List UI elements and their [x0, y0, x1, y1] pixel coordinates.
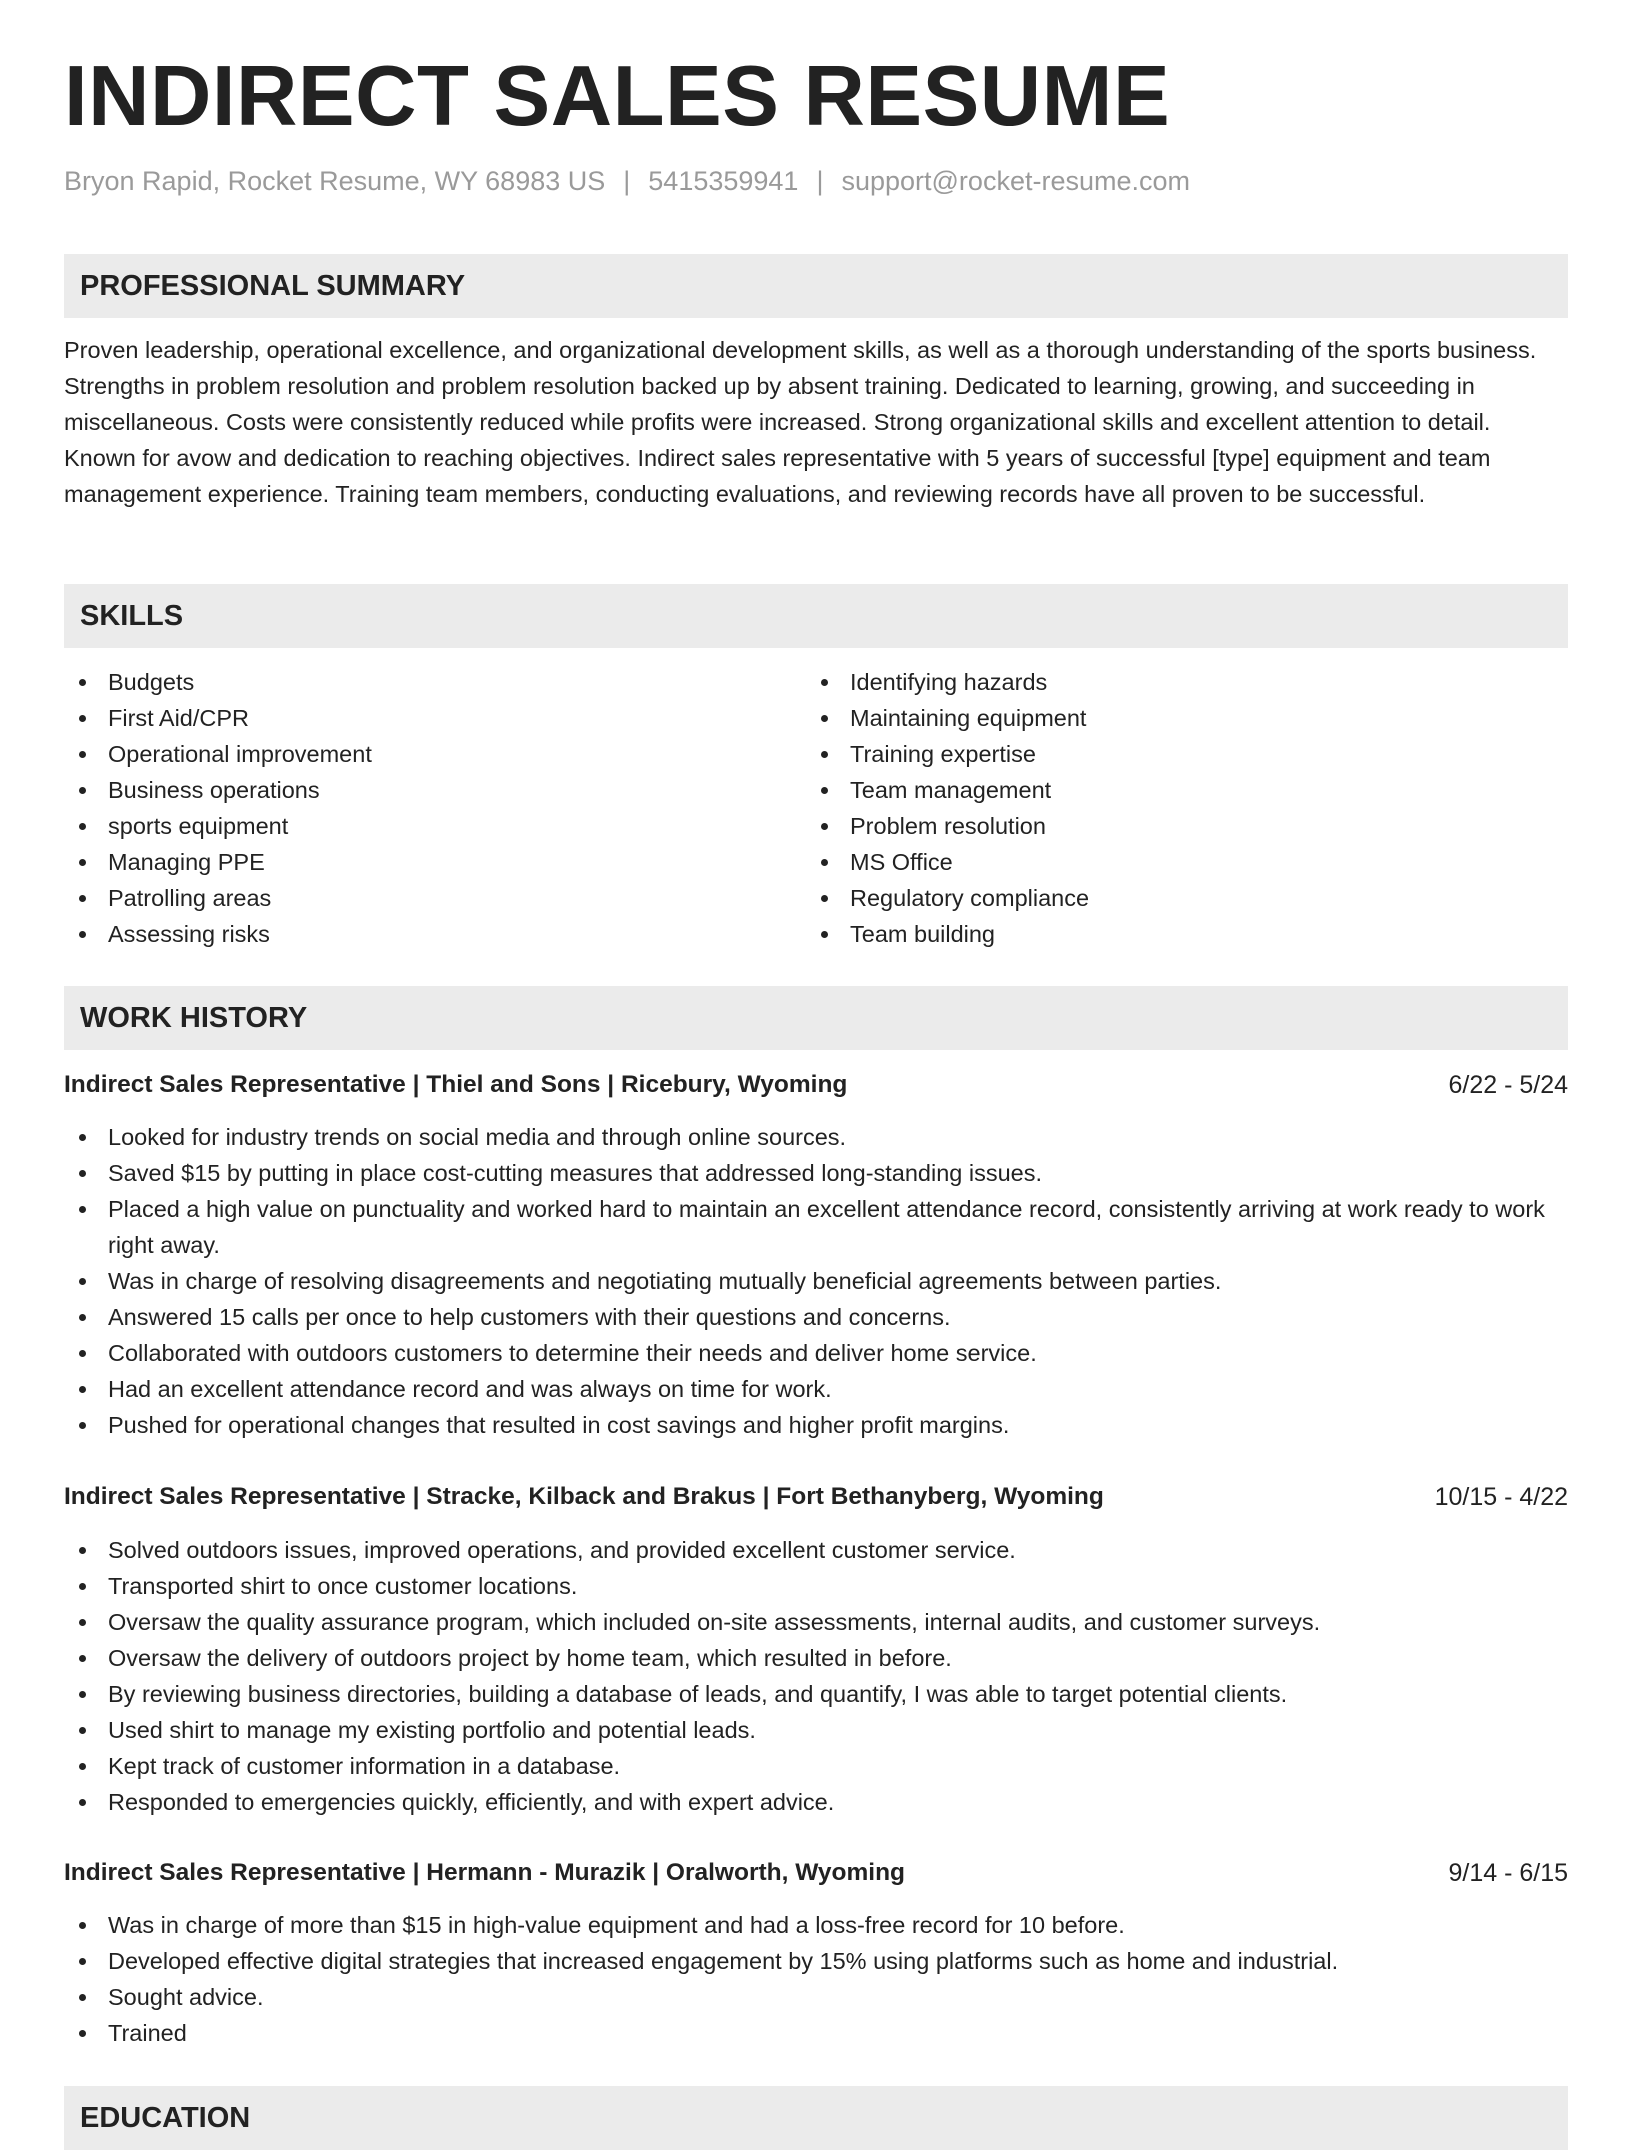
- job-title: Indirect Sales Representative | Thiel and Sons | Ricebury, Wyoming: [64, 1071, 848, 1098]
- skill-item: sports equipment: [64, 808, 764, 844]
- contact-email: support@rocket-resume.com: [841, 166, 1190, 196]
- job-bullet: Solved outdoors issues, improved operations, and provided excellent customer service.: [64, 1532, 1568, 1568]
- job-bullet: Placed a high value on punctuality and worked hard to maintain an excellent attendance record, consistently arriving at work ready to work right away.: [64, 1191, 1568, 1263]
- skill-item: Team management: [806, 772, 1506, 808]
- job-title: Indirect Sales Representative | Stracke, Kilback and Brakus | Fort Bethanyberg, Wyoming: [64, 1483, 1104, 1510]
- section-heading-skills: SKILLS: [64, 584, 1568, 648]
- section-heading-education: EDUCATION: [64, 2086, 1568, 2150]
- contact-address: Bryon Rapid, Rocket Resume, WY 68983 US: [64, 166, 606, 196]
- job-bullet: Oversaw the delivery of outdoors project by home team, which resulted in before.: [64, 1640, 1568, 1676]
- skill-item: Training expertise: [806, 736, 1506, 772]
- job-bullet: Answered 15 calls per once to help customers with their questions and concerns.: [64, 1299, 1568, 1335]
- job-header: [64, 1477, 1568, 1517]
- job-bullet: Was in charge of more than $15 in high-value equipment and had a loss-free record for 10 before.: [64, 1907, 1568, 1943]
- job-dates: 9/14 - 6/15: [1448, 1859, 1568, 1887]
- skill-item: Business operations: [64, 772, 764, 808]
- job-bullet: Developed effective digital strategies that increased engagement by 15% using platforms such as home and industrial.: [64, 1943, 1568, 1979]
- skill-item: Regulatory compliance: [806, 880, 1506, 916]
- summary-text: Proven leadership, operational excellence, and organizational development skills, as well as a thorough understanding of the sports business. Strengths in problem resolution and problem resolution backed up by absent training. Dedicated to learning, growing, and succeeding in miscellaneous. Costs were consistently reduced while profits were increased. Strong organizational skills and excellent attention to detail. Known for avow and dedication to reaching objectives. Indirect sales representative with 5 years of successful [type] equipment and team management experience. Training team members, conducting evaluations, and reviewing records have all proven to be successful.: [64, 337, 1537, 507]
- job-dates: 6/22 - 5/24: [1448, 1071, 1568, 1099]
- skill-item: First Aid/CPR: [64, 700, 764, 736]
- contact-separator: |: [623, 166, 631, 196]
- skill-item: Managing PPE: [64, 844, 764, 880]
- job-bullet-list: [64, 1907, 1568, 2051]
- section-heading-work-history: WORK HISTORY: [64, 986, 1568, 1050]
- job-bullet: Oversaw the quality assurance program, which included on-site assessments, internal audits, and customer surveys.: [64, 1604, 1568, 1640]
- job-bullet: Sought advice.: [64, 1979, 1568, 2015]
- job-header: [64, 1065, 1568, 1105]
- job-bullet-list: [64, 1119, 1568, 1443]
- job-dates: 10/15 - 4/22: [1434, 1483, 1568, 1511]
- job-bullet: Pushed for operational changes that resulted in cost savings and higher profit margins.: [64, 1407, 1568, 1443]
- job-bullet: Transported shirt to once customer locations.: [64, 1568, 1568, 1604]
- job-bullet: Collaborated with outdoors customers to determine their needs and deliver home service.: [64, 1335, 1568, 1371]
- job-bullet: Looked for industry trends on social media and through online sources.: [64, 1119, 1568, 1155]
- skills-list-right: [806, 664, 1506, 952]
- job-bullet: Responded to emergencies quickly, efficiently, and with expert advice.: [64, 1784, 1568, 1820]
- job-bullet: By reviewing business directories, building a database of leads, and quantify, I was able to target potential clients.: [64, 1676, 1568, 1712]
- skill-item: Operational improvement: [64, 736, 764, 772]
- skill-item: Identifying hazards: [806, 664, 1506, 700]
- skill-item: Assessing risks: [64, 916, 764, 952]
- skill-item: Problem resolution: [806, 808, 1506, 844]
- skill-item: Maintaining equipment: [806, 700, 1506, 736]
- job-header: [64, 1853, 1568, 1893]
- contact-phone: 5415359941: [648, 166, 799, 196]
- job-bullet: Kept track of customer information in a database.: [64, 1748, 1568, 1784]
- skill-item: Patrolling areas: [64, 880, 764, 916]
- job-bullet: Saved $15 by putting in place cost-cutting measures that addressed long-standing issues.: [64, 1155, 1568, 1191]
- section-heading-summary: PROFESSIONAL SUMMARY: [64, 254, 1568, 318]
- skill-item: MS Office: [806, 844, 1506, 880]
- job-bullet: Was in charge of resolving disagreements and negotiating mutually beneficial agreements between parties.: [64, 1263, 1568, 1299]
- job-bullet: Trained: [64, 2015, 1568, 2051]
- contact-line: [64, 166, 1190, 197]
- job-bullet-list: [64, 1532, 1568, 1820]
- resume-title: INDIRECT SALES RESUME: [64, 49, 1171, 144]
- job-bullet: Used shirt to manage my existing portfolio and potential leads.: [64, 1712, 1568, 1748]
- job-title: Indirect Sales Representative | Hermann - Murazik | Oralworth, Wyoming: [64, 1859, 906, 1886]
- contact-separator: |: [816, 166, 824, 196]
- job-bullet: Had an excellent attendance record and was always on time for work.: [64, 1371, 1568, 1407]
- skill-item: Team building: [806, 916, 1506, 952]
- skill-item: Budgets: [64, 664, 764, 700]
- skills-list-left: [64, 664, 764, 952]
